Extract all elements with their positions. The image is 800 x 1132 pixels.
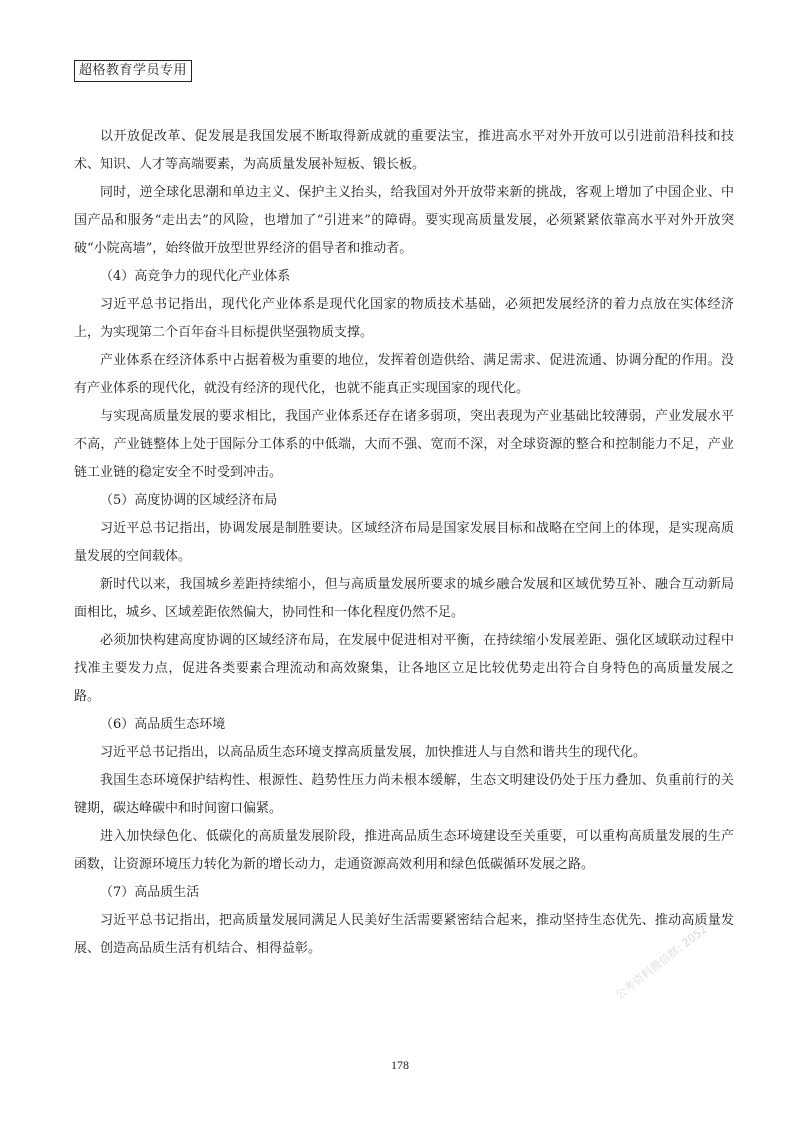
paragraph: 我国生态环境保护结构性、根源性、趋势性压力尚未根本缓解，生态文明建设仍处于压力叠加、负重前行的关键期，碳达峰碳中和时间窗口偏紧。	[74, 773, 734, 816]
section-heading: （5）高度协调的区域经济布局	[100, 493, 278, 508]
watermark: 公考资料微信群: 2052	[613, 922, 710, 1002]
section-heading: （6）高品质生态环境	[100, 717, 226, 732]
paragraph: 习近平总书记指出，协调发展是制胜要诀。区域经济布局是国家发展目标和战略在空间上的体现，是实现高质量发展的空间载体。	[74, 521, 734, 564]
page-number: 178	[391, 1058, 409, 1072]
paragraph: 产业体系在经济体系中占据着极为重要的地位，发挥着创造供给、满足需求、促进流通、协调分配的作用。没有产业体系的现代化，就没有经济的现代化，也就不能真正实现国家的现代化。	[74, 353, 734, 396]
paragraph: 新时代以来，我国城乡差距持续缩小，但与高质量发展所要求的城乡融合发展和区域优势互补、融合互动新局面相比，城乡、区域差距依然偏大，协同性和一体化程度仍然不足。	[74, 577, 734, 620]
section-heading: （7）高品质生活	[100, 885, 200, 900]
paragraph: 以开放促改革、促发展是我国发展不断取得新成就的重要法宝，推进高水平对外开放可以引进前沿科技和技术、知识、人才等高端要素，为高质量发展补短板、锻长板。	[74, 129, 734, 172]
paragraph: 习近平总书记指出，以高品质生态环境支撑高质量发展，加快推进人与自然和谐共生的现代化。	[100, 745, 647, 760]
paragraph: 习近平总书记指出，现代化产业体系是现代化国家的物质技术基础，必须把发展经济的着力点放在实体经济上，为实现第二个百年奋斗目标提供坚强物质支撑。	[74, 297, 734, 340]
paragraph: 同时，逆全球化思潮和单边主义、保护主义抬头，给我国对外开放带来新的挑战，客观上增加了中国企业、中国产品和服务“走出去”的风险，也增加了“引进来”的障碍。要实现高质量发展，必须紧紧依靠高水平对外开放突破“小院高墙”，始终做开放型世界经济的倡导者和推动者。	[74, 185, 734, 256]
section-heading: （4）高竞争力的现代化产业体系	[100, 269, 291, 284]
paragraph: 必须加快构建高度协调的区域经济布局，在发展中促进相对平衡，在持续缩小发展差距、强化区域联动过程中找准主要发力点，促进各类要素合理流动和高效聚集，让各地区立足比较优势走出符合自身特色的高质量发展之路。	[74, 633, 734, 704]
paragraph: 进入加快绿色化、低碳化的高质量发展阶段，推进高品质生态环境建设至关重要，可以重构高质量发展的生产函数，让资源环境压力转化为新的增长动力，走通资源高效利用和绿色低碳循环发展之路。	[74, 829, 734, 872]
paragraph: 与实现高质量发展的要求相比，我国产业体系还存在诸多弱项，突出表现为产业基础比较薄弱，产业发展水平不高，产业链整体上处于国际分工体系的中低端，大而不强、宽而不深，对全球资源的整合和控制能力不足，产业链工业链的稳定安全不时受到冲击。	[74, 409, 734, 480]
document-body	[74, 123, 734, 963]
paragraph: 习近平总书记指出，把高质量发展同满足人民美好生活需要紧密结合起来，推动坚持生态优先、推动高质量发展、创造高品质生活有机结合、相得益彰。	[74, 913, 734, 956]
header-label: 超格教育学员专用	[74, 60, 192, 82]
